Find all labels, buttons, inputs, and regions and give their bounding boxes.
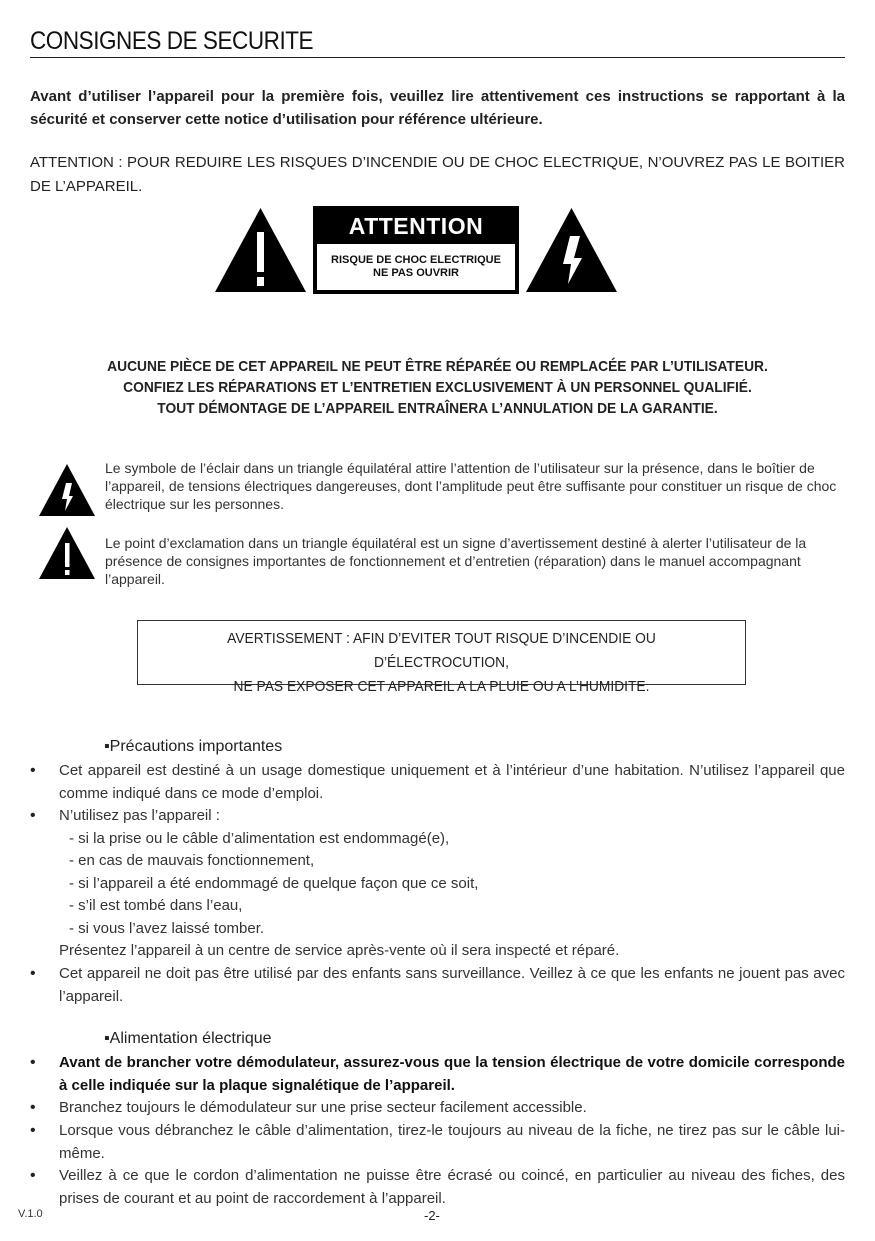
repair-warning-line3: TOUT DÉMONTAGE DE L’APPAREIL ENTRAÎNERA L’ANNULATION DE LA GARANTIE.: [157, 400, 718, 417]
exclamation-symbol-text: Le point d’exclamation dans un triangle équilatéral est un signe d’avertissement destiné à alerter l’utilisateur de la présence de consignes importantes de fonctionnement et d’entretien (réparation) dans le manuel accompagnant l’appareil.: [105, 535, 807, 587]
lightning-symbol-text: Le symbole de l’éclair dans un triangle équilatéral attire l’attention de l’utilisateur sur la présence, dans le boîtier de l’appareil, de tensions électriques dangereuses, dont l’amplitude peut être suffisante pour constituer un risque de choc électrique sur les personnes.: [105, 460, 837, 512]
page-number: -2-: [424, 1208, 440, 1223]
alimentation-item-4: Veillez à ce que le cordon d’alimentation ne puisse être écrasé ou coincé, en particulier au niveau des fiches, des prises de courant et au point de raccordement à l’appareil.: [59, 1167, 845, 1207]
intro-paragraph: Avant d’utiliser l’appareil pour la première fois, veuillez lire attentivement ces instructions se rapportant à la sécurité et conserver cette notice d’utilisation pour référence ultérieure.: [30, 88, 845, 128]
attention-label-box: [313, 206, 519, 294]
precaution-item-3: Cet appareil ne doit pas être utilisé par des enfants sans surveillance. Veillez à ce que les enfants ne jouent pas avec l’appareil.: [59, 965, 845, 1005]
repair-warning-line1: AUCUNE PIÈCE DE CET APPAREIL NE PEUT ÊTRE RÉPARÉE OU REMPLACÉE PAR L’UTILISATEUR.: [107, 358, 768, 375]
alimentation-item-3: Lorsque vous débranchez le câble d’alimentation, tirez-le toujours au niveau de la fiche, ne tirez pas sur le câble lui-même.: [59, 1122, 845, 1162]
alimentation-item-1: Avant de brancher votre démodulateur, assurez-vous que la tension électrique de votre domicile corresponde à celle indiquée sur la plaque signalétique de l’appareil.: [59, 1054, 845, 1094]
attention-label-line2: NE PAS OUVRIR: [373, 267, 459, 279]
repair-warning-line2: CONFIEZ LES RÉPARATIONS ET L’ENTRETIEN EXCLUSIVEMENT À UN PERSONNEL QUALIFIÉ.: [123, 379, 752, 396]
avertissement-box: [137, 620, 746, 695]
bullet-marker: •: [30, 1167, 36, 1184]
attention-label-title: ATTENTION: [348, 213, 484, 239]
precaution-sub-item: - si la prise ou le câble d’alimentation est endommagé(e),: [69, 830, 450, 847]
bullet-marker: •: [30, 762, 36, 779]
precaution-sub-item: - si vous l’avez laissé tomber.: [69, 920, 265, 937]
repair-warning: [30, 356, 845, 419]
precaution-item-1: Cet appareil est destiné à un usage domestique uniquement et à l’intérieur d’une habitation. N’utilisez l’appareil que comme indiqué dans ce mode d’emploi.: [59, 762, 845, 802]
avertissement-line2: NE PAS EXPOSER CET APPAREIL A LA PLUIE OU A L’HUMIDITE.: [233, 678, 650, 695]
exclamation-symbol-icon: [38, 526, 96, 580]
lightning-triangle-icon: [524, 206, 619, 294]
precautions-heading: ▪Précautions importantes: [104, 738, 283, 755]
version-label: V.1.0: [18, 1208, 43, 1220]
bullet-marker: •: [30, 1099, 36, 1116]
exclamation-triangle-icon: [213, 206, 308, 294]
page-title: CONSIGNES DE SECURITE: [30, 27, 314, 55]
precaution-sub-item: - en cas de mauvais fonctionnement,: [69, 852, 315, 869]
bullet-marker: •: [30, 1122, 36, 1139]
alimentation-heading: ▪Alimentation électrique: [104, 1030, 272, 1047]
precaution-item-2: N’utilisez pas l’appareil :: [59, 807, 220, 824]
precaution-item-2-after: Présentez l’appareil à un centre de service après-vente où il sera inspecté et réparé.: [59, 942, 620, 959]
attention-label-line1: RISQUE DE CHOC ELECTRIQUE: [331, 254, 501, 266]
alimentation-item-2: Branchez toujours le démodulateur sur une prise secteur facilement accessible.: [59, 1099, 587, 1116]
attention-paragraph: ATTENTION : POUR REDUIRE LES RISQUES D’INCENDIE OU DE CHOC ELECTRIQUE, N’OUVREZ PAS LE BOITIER DE L’APPAREIL.: [30, 154, 845, 195]
bullet-marker: •: [30, 1054, 36, 1071]
precaution-sub-item: - s’il est tombé dans l’eau,: [69, 897, 243, 914]
precaution-sub-item: - si l’appareil a été endommagé de quelque façon que ce soit,: [69, 875, 479, 892]
bullet-marker: •: [30, 807, 36, 824]
title-underline: [30, 57, 845, 58]
avertissement-line1: AVERTISSEMENT : AFIN D’EVITER TOUT RISQUE D’INCENDIE OU D’ÉLECTROCUTION,: [227, 630, 656, 671]
bullet-marker: •: [30, 965, 36, 982]
attention-label-body: [317, 244, 515, 290]
lightning-symbol-icon: [38, 463, 96, 517]
